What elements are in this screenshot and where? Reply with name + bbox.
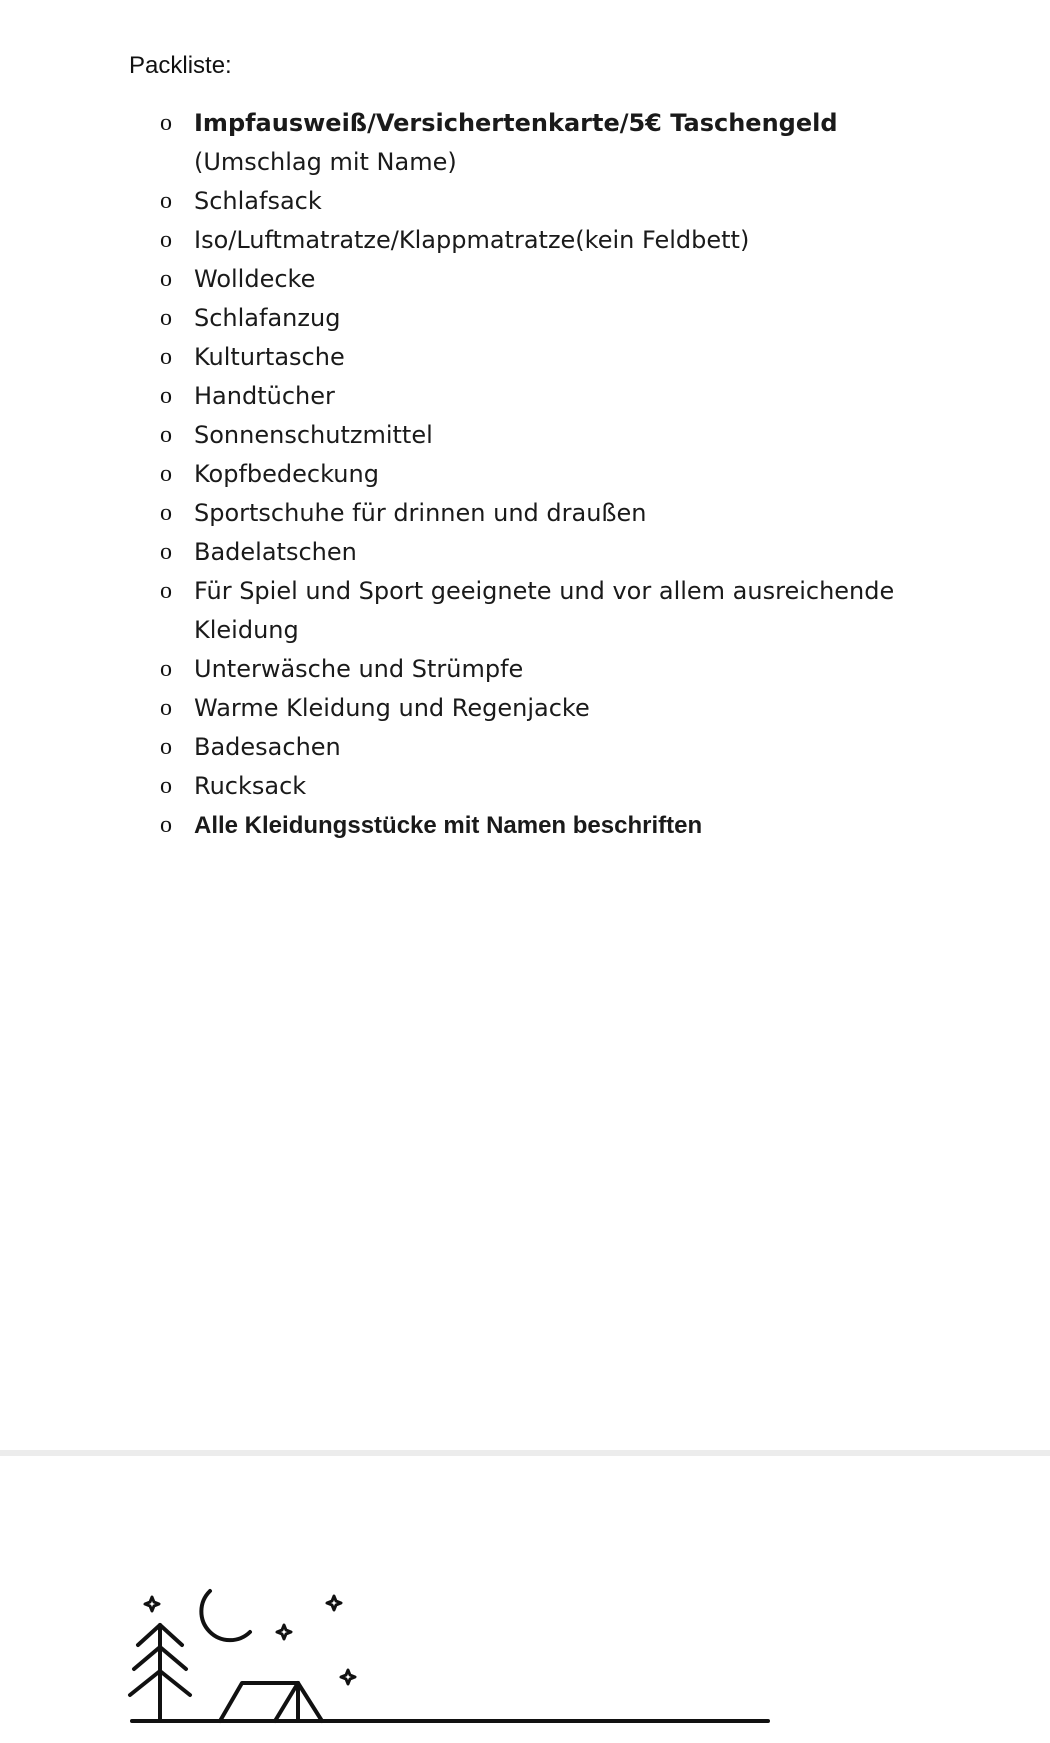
list-item	[160, 182, 950, 221]
bullet: o	[160, 500, 172, 526]
list-item	[160, 689, 950, 728]
list-item	[160, 221, 950, 260]
bullet: o	[160, 578, 172, 604]
bullet: o	[160, 773, 172, 799]
star-icon	[145, 1597, 159, 1611]
packing-list	[160, 104, 950, 845]
list-item	[160, 455, 950, 494]
tent-icon	[220, 1683, 322, 1721]
list-item	[160, 338, 950, 377]
bullet: o	[160, 227, 172, 253]
list-item	[160, 104, 950, 182]
list-item	[160, 299, 950, 338]
list-item	[160, 260, 950, 299]
bullet: o	[160, 656, 172, 682]
bullet: o	[160, 422, 172, 448]
star-icon	[327, 1596, 341, 1610]
list-item-text: Wolldecke	[194, 265, 316, 293]
packing-list-heading: Packliste:	[129, 52, 232, 79]
list-item	[160, 494, 950, 533]
bullet: o	[160, 383, 172, 409]
list-item-text: Iso/Luftmatratze/Klappmatratze(kein Feldbett)	[194, 226, 750, 254]
list-item-text: Schlafsack	[194, 187, 322, 215]
list-item-text: Unterwäsche und Strümpfe	[194, 655, 524, 683]
bullet: o	[160, 188, 172, 214]
list-item-text: Schlafanzug	[194, 304, 341, 332]
list-item-text: Kopfbedeckung	[194, 460, 379, 488]
list-item-text: Sonnenschutzmittel	[194, 421, 433, 449]
list-item	[160, 533, 950, 572]
list-item-text: Rucksack	[194, 772, 307, 800]
bullet: o	[160, 461, 172, 487]
bullet: o	[160, 305, 172, 331]
list-item	[160, 416, 950, 455]
tree-icon	[130, 1625, 190, 1721]
list-item	[160, 650, 950, 689]
list-item-text: (Umschlag mit Name)	[194, 148, 457, 176]
final-note: Alle Kleidungsstücke mit Namen beschriften	[194, 812, 703, 839]
bullet: o	[160, 695, 172, 721]
camping-illustration	[120, 1575, 780, 1727]
list-item	[160, 377, 950, 416]
list-item-text: Handtücher	[194, 382, 335, 410]
bullet: o	[160, 110, 172, 136]
list-item-bold-text: Impfausweiß/Versichertenkarte/5€ Taschengeld	[194, 109, 838, 137]
list-item	[160, 767, 950, 806]
list-item-text: Für Spiel und Sport geeignete und vor allem ausreichende Kleidung	[194, 577, 895, 644]
list-item-text: Warme Kleidung und Regenjacke	[194, 694, 590, 722]
list-item-text: Badesachen	[194, 733, 341, 761]
star-icon	[341, 1670, 355, 1684]
bullet: o	[160, 734, 172, 760]
list-item-text: Kulturtasche	[194, 343, 345, 371]
list-item	[160, 728, 950, 767]
bullet: o	[160, 812, 172, 838]
bullet: o	[160, 266, 172, 292]
list-item	[160, 572, 950, 650]
list-item-final	[160, 806, 950, 845]
bullet: o	[160, 539, 172, 565]
bullet: o	[160, 344, 172, 370]
list-item-text: Badelatschen	[194, 538, 357, 566]
star-icon	[277, 1625, 291, 1639]
moon-icon	[201, 1591, 250, 1640]
list-item-text: Sportschuhe für drinnen und draußen	[194, 499, 647, 527]
